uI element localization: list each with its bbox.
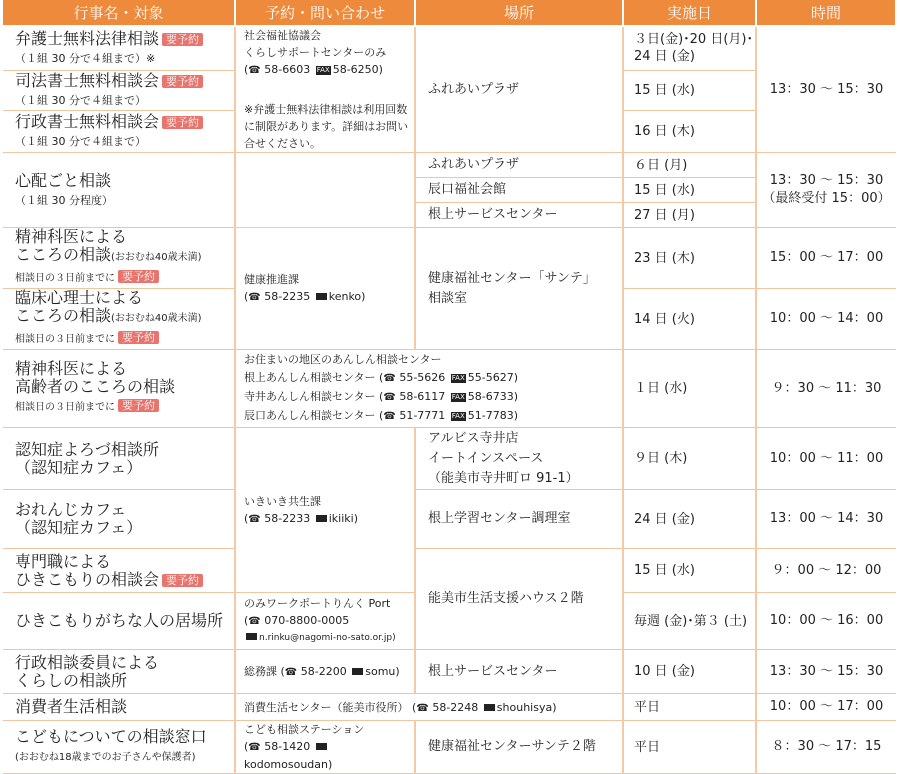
place-cell — [415, 428, 623, 490]
fax-icon: FAX — [451, 412, 465, 420]
mail-icon — [316, 515, 327, 522]
event-title: （認知症カフェ） — [15, 457, 143, 477]
time-cell: 13：00 ～ 14：30 — [756, 490, 896, 549]
header-contact: 予約・問い合わせ — [235, 0, 415, 26]
contact-tel: 58-6117 — [399, 390, 446, 403]
event-cond: 相談日の３日前までに — [15, 273, 115, 284]
event-title: 心配ごと相談 — [15, 171, 112, 190]
event-age: (おおむね40歳未満) — [111, 313, 202, 324]
place-cell: 辰口福祉会館 — [415, 178, 623, 203]
place-cell: 能美市生活支援ハウス２階 — [415, 549, 623, 650]
contact-cell — [235, 153, 415, 228]
date-cell: 27 日 (月) — [623, 203, 756, 228]
contact-mail[interactable]: n.rinku@nagomi-no-sato.or.jp — [259, 633, 393, 643]
date-cell: ６日 (月) — [623, 153, 756, 178]
event-cell — [3, 490, 235, 549]
event-cond: 相談日の３日前までに — [15, 334, 115, 345]
date-cell: 15 日 (水) — [623, 549, 756, 593]
event-cell — [3, 110, 235, 152]
fax-icon: FAX — [451, 393, 465, 401]
event-cell — [3, 70, 235, 110]
event-title: 専門職による — [15, 551, 112, 571]
table-row — [3, 350, 896, 428]
event-title: 弁護士無料法律相談 — [15, 29, 160, 49]
contact-org: こども相談ステーション — [244, 723, 365, 736]
table-row — [3, 490, 896, 549]
header-event: 行事名・対象 — [3, 0, 235, 26]
date-cell: 15 日 (水) — [623, 70, 756, 110]
event-title: 精神科医による — [15, 227, 128, 246]
contact-center: 辰口あんしん相談センター — [244, 409, 376, 422]
date-cell: 平日 — [623, 721, 756, 774]
place-name: アルビス寺井店 — [428, 430, 519, 446]
event-title: 認知症よろづ相談所 — [15, 439, 159, 459]
contact-center: 根上あんしん相談センター — [244, 371, 376, 384]
header-place: 場所 — [415, 0, 623, 26]
date-cell: 16 日 (木) — [623, 110, 756, 152]
time-cell: ９：30 ～ 11：30 — [756, 350, 896, 428]
contact-dept: くらしサポートセンターのみ — [244, 46, 387, 59]
event-title: おれんじカフェ — [15, 500, 127, 519]
date-cell: 23 日 (木) — [623, 228, 756, 289]
contact-cell: 消費生活センター（能美市役所） (☎ 58-2248 shouhisya) — [235, 694, 623, 721]
contact-tel: 070-8800-0005 — [264, 614, 350, 627]
contact-mail: kodomosoudan — [244, 758, 328, 771]
contact-org: 総務課 — [244, 664, 277, 678]
contact-mail: somu — [365, 664, 396, 678]
time-cell: 15：00 ～ 17：00 — [756, 228, 896, 289]
consultation-schedule-table — [3, 0, 897, 774]
place-room: 相談室 — [428, 290, 468, 306]
time-cell: ９：00 ～ 12：00 — [756, 549, 896, 593]
fax-icon: FAX — [316, 66, 330, 74]
mail-icon — [246, 633, 257, 640]
time-cell: 13：30 ～ 15：30 — [756, 26, 896, 153]
fax-icon: FAX — [451, 374, 465, 382]
event-title: ひきこもりの相談会 — [15, 569, 160, 589]
event-cell: ひきこもりがちな人の居場所 — [3, 593, 235, 650]
place-cell: 根上学習センター調理室 — [415, 490, 623, 549]
event-cell — [3, 650, 235, 694]
time-cell: ８：30 ～ 17：15 — [756, 721, 896, 774]
place-cell: ふれあいプラザ — [415, 26, 623, 153]
place-cell: 根上サービスセンター — [415, 203, 623, 228]
date-cell: 24 日 (金) — [623, 490, 756, 549]
event-cond: 相談日の３日前までに — [15, 402, 115, 413]
phone-icon: ☎ — [248, 513, 261, 525]
time-cell: 10：00 ～ 16：00 — [756, 593, 896, 650]
contact-tel: 58-2235 — [264, 290, 311, 303]
phone-icon: ☎ — [416, 703, 429, 714]
phone-icon: ☎ — [383, 392, 396, 403]
event-cell — [3, 721, 235, 774]
phone-icon: ☎ — [383, 411, 396, 422]
table-row — [3, 428, 896, 490]
contact-org: 社会福祉協議会 — [244, 29, 321, 42]
phone-icon: ☎ — [248, 742, 261, 753]
contact-mail: kenko — [328, 290, 362, 303]
date-cell: 平日 — [623, 694, 756, 721]
event-title: こころの相談 — [15, 245, 112, 264]
contact-tel: 58-1420 — [264, 740, 311, 753]
event-cell — [3, 228, 235, 289]
place-cell: ふれあいプラザ — [415, 153, 623, 178]
place-room: イートインスペース — [428, 450, 544, 466]
mail-icon — [316, 293, 327, 300]
event-title: くらしの相談所 — [15, 670, 128, 690]
event-sub: （１組 30 分で４組まで） — [15, 94, 146, 108]
contact-center: 寺井あんしん相談センター — [244, 390, 376, 403]
reservation-badge: 要予約 — [162, 75, 203, 88]
event-sub: （１組 30 分で４組まで）※ — [15, 52, 156, 66]
event-title: 司法書士無料相談会 — [15, 71, 160, 91]
contact-tel: 55-5626 — [399, 371, 446, 384]
event-cell — [3, 289, 235, 350]
event-title: こころの相談 — [15, 306, 112, 325]
event-title: 精神科医による — [15, 359, 128, 378]
event-sub: （１組 30 分で４組まで） — [15, 135, 146, 149]
event-cell — [3, 549, 235, 593]
table-row — [3, 228, 896, 289]
contact-fax: 55-5627 — [467, 371, 514, 384]
event-sub: (おおむね18歳までのお子さんや保護者) — [15, 751, 196, 763]
time-note: （最終受付 15：00） — [762, 191, 891, 206]
contact-cell: 総務課 (☎ 58-2200 somu) — [235, 650, 415, 694]
time-cell: 13：30 ～ 15：30 — [756, 650, 896, 694]
phone-icon: ☎ — [248, 292, 261, 303]
event-title: （認知症カフェ） — [15, 518, 143, 537]
event-title: 高齢者のこころの相談 — [15, 377, 176, 396]
place-cell: 根上サービスセンター — [415, 650, 623, 694]
contact-org: いきいき共生課 — [244, 494, 321, 508]
table-row — [3, 650, 896, 694]
date-cell: ９日 (木) — [623, 428, 756, 490]
table-row — [3, 153, 896, 178]
date-cell: ３日(金)･20 日(月)･24 日 (金) — [623, 26, 756, 70]
event-age: (おおむね40歳未満) — [111, 252, 202, 263]
time-value: 13：30 ～ 15：30 — [769, 173, 884, 188]
table-row — [3, 694, 896, 721]
event-cell — [3, 350, 235, 428]
contact-org: のみワークポートりんく Port — [244, 597, 391, 610]
date-cell: １日 (水) — [623, 350, 756, 428]
event-sub: （１組 30 分程度） — [15, 194, 113, 207]
place-name: 健康福祉センター「サンテ」 — [428, 270, 596, 286]
contact-tel: 58-2248 — [432, 701, 479, 714]
place-cell — [415, 228, 623, 350]
mail-icon — [484, 704, 495, 711]
phone-icon: ☎ — [284, 666, 298, 678]
contact-mail: ikiiki — [328, 511, 354, 525]
table-row — [3, 549, 896, 593]
contact-cell: 健康推進課 (☎ 58-2235 kenko) — [235, 228, 415, 350]
time-cell: 10：00 ～ 11：00 — [756, 428, 896, 490]
date-cell: 15 日 (水) — [623, 178, 756, 203]
reservation-badge: 要予約 — [118, 399, 159, 412]
contact-tel: 58-6603 — [264, 63, 311, 76]
contact-mail: shouhisya — [496, 701, 553, 714]
table-header — [3, 0, 896, 26]
contact-cell: いきいき共生課 (☎ 58-2233 ikiiki) — [235, 428, 415, 593]
place-cell: 健康福祉センターサンテ２階 — [415, 721, 623, 774]
event-title: 行政書士無料相談会 — [15, 112, 160, 132]
time-cell: 10：00 ～ 17：00 — [756, 694, 896, 721]
table-row — [3, 26, 896, 70]
contact-note: ※弁護士無料法律相談は利用回数に制限があります。詳細はお問い合せください。 — [244, 103, 409, 150]
contact-fax: 51-7783 — [467, 409, 514, 422]
reservation-badge: 要予約 — [118, 270, 159, 283]
reservation-badge: 要予約 — [162, 33, 203, 46]
contact-org: お住まいの地区のあんしん相談センター — [244, 353, 442, 366]
time-cell: 10：00 ～ 14：00 — [756, 289, 896, 350]
contact-tel: 58-2200 — [300, 664, 347, 678]
reservation-badge: 要予約 — [118, 331, 159, 344]
phone-icon: ☎ — [383, 373, 396, 384]
event-title: 臨床心理士による — [15, 288, 144, 307]
event-cell — [3, 428, 235, 490]
time-cell — [756, 153, 896, 228]
event-cell — [3, 153, 235, 228]
mail-icon — [316, 743, 327, 750]
header-time: 時間 — [756, 0, 896, 26]
contact-tel: 51-7771 — [399, 409, 446, 422]
date-cell: 10 日 (金) — [623, 650, 756, 694]
event-cell — [3, 26, 235, 70]
reservation-badge: 要予約 — [162, 116, 203, 129]
mail-icon — [352, 668, 363, 675]
event-cell: 消費者生活相談 — [3, 694, 235, 721]
contact-cell: お住まいの地区のあんしん相談センター 根上あんしん相談センター (☎ 55-5626 FAX 55-5627) 寺井あんしん相談センター (☎ 58-6117 FAX 58-6733) 辰口あんしん相談センター (☎ 51-7771 FAX 51-7783) — [235, 350, 623, 428]
contact-tel: 58-2233 — [264, 511, 311, 525]
phone-icon: ☎ — [248, 65, 261, 76]
contact-org: 健康推進課 — [244, 273, 299, 286]
contact-fax: 58-6250 — [332, 63, 379, 76]
contact-org: 消費生活センター（能美市役所） — [244, 701, 409, 714]
event-title: 行政相談委員による — [15, 652, 160, 672]
date-cell: 毎週 (金)･第３ (土) — [623, 593, 756, 650]
contact-cell: こども相談ステーション (☎ 58-1420 kodomosoudan) — [235, 721, 415, 774]
table-row — [3, 721, 896, 774]
contact-cell: 社会福祉協議会 くらしサポートセンターのみ (☎ 58-6603 FAX 58-6250) ※弁護士無料法律相談は利用回数に制限があります。詳細はお問い合せください。 — [235, 26, 415, 153]
contact-cell: のみワークポートりんく Port (☎ 070-8800-0005 n.rinku@nagomi-no-sato.or.jp) — [235, 593, 415, 650]
phone-icon: ☎ — [248, 616, 261, 627]
date-cell: 14 日 (火) — [623, 289, 756, 350]
place-address: （能美市寺井町ロ 91-1） — [428, 470, 579, 486]
contact-fax: 58-6733 — [467, 390, 514, 403]
header-date: 実施日 — [623, 0, 756, 26]
reservation-badge: 要予約 — [162, 574, 203, 587]
event-title: こどもについての相談窓口 — [15, 726, 207, 746]
